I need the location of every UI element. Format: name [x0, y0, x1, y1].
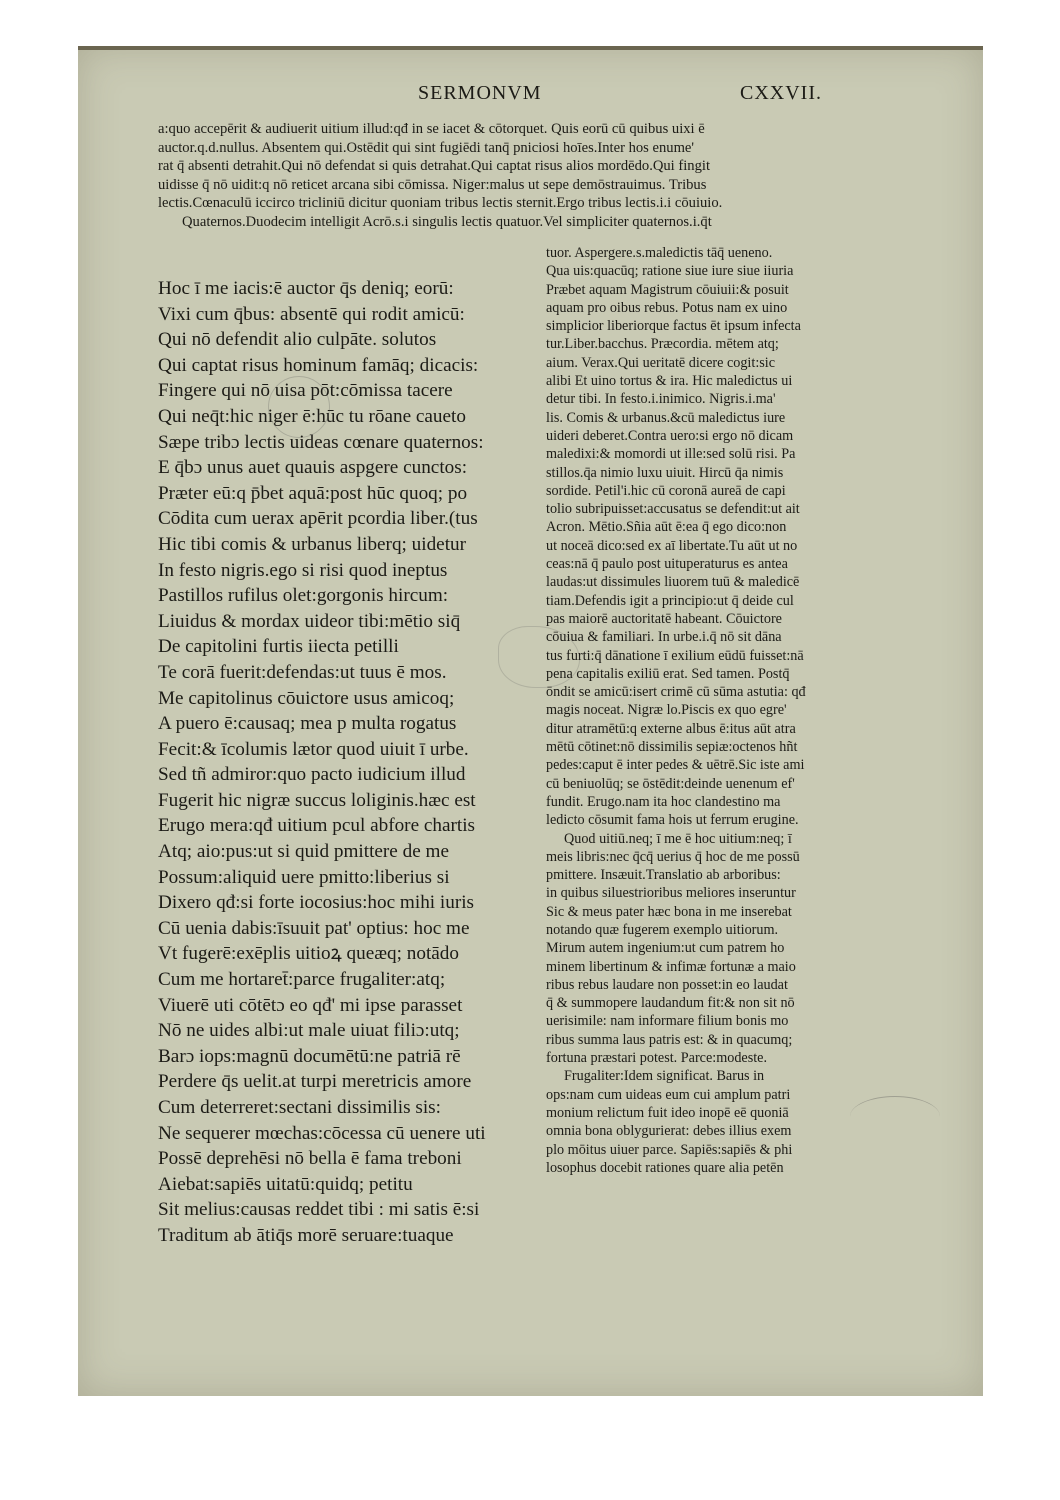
verse-line: Fugerit hic nigræ succus loliginis.hæc est — [158, 789, 476, 811]
verse-line: Fingere qui nō uisa pōt:cōmissa tacere — [158, 380, 453, 402]
gloss-line: ribus summa laus patris est: & in quacumq; — [546, 1031, 793, 1048]
gloss-line: tuor. Aspergere.s.maledictis tāq̄ ueneno. — [546, 245, 773, 261]
gloss-line: pas maiorē auctoritatē habeant. Cōuictore — [546, 610, 782, 627]
gloss-line: pedes:caput ē inter pedes & uētrē.Sic iste ami — [546, 757, 805, 774]
gloss-line: lis. Comis & urbanus.&cū maledictus iure — [546, 409, 786, 426]
gloss-line: tiam.Defendis igit a principio:ut q̄ deide cul — [546, 592, 794, 609]
gloss-line: meis libris:nec q̄cq̄ uerius q̄ hoc de me possū — [546, 848, 800, 865]
verse-line: Ne sequerer mœchas:cōcessa cū uenere uti — [158, 1122, 486, 1144]
gloss-line: monium relictum fuit ideo inopē eē quoniā — [546, 1104, 789, 1121]
verse-line: Nō ne uides albi:ut male uiuat filiɔ:utq; — [158, 1020, 460, 1042]
gloss-line: ditur atramētū:q externe albus ē:itus aūt atra — [546, 720, 796, 737]
gloss-line: Sic & meus pater hæc bona in me inserebat — [546, 903, 792, 920]
verse-line: In festo nigris.ego si risi quod ineptus — [158, 559, 448, 581]
commentary-line: rat q̄ absenti detrahit.Qui nō defendat si quis detrahat.Qui captat risus alios mordēdo.Qui fingit — [158, 158, 710, 175]
gloss-line: detur tibi. In festo.i.inimico. Nigris.i.ma' — [546, 391, 776, 408]
verse-line: Atq; aio:pus:ut si quid pmittere de me — [158, 841, 449, 863]
gloss-line: ledicto cōsumit fama hois ut ferrum erugine. — [546, 812, 799, 829]
verse-line: Cum me hortaret̄:parce frugaliter:atq; — [158, 969, 446, 991]
verse-line: Liuidus & mordax uideor tibi:mētio siq̄ — [158, 610, 461, 632]
verse-line: Qui captat risus hominum famāq; dicacis: — [158, 354, 479, 376]
gloss-line: aquam pro oibus rebus. Potus nam ex uino — [546, 299, 788, 316]
gloss-line: laudas:ut dissimules liuorem tuū & maledicē — [546, 574, 800, 591]
gloss-line: in quibus siluestrioribus meliores inseruntur — [546, 885, 796, 902]
gloss-line: ceas:nā q̄ paulo post uituperaturus es antea — [546, 556, 788, 573]
running-header — [78, 82, 983, 112]
gloss-line: losophus docebit rationes quare alia petēn — [546, 1159, 784, 1176]
verse-line: Qui nō defendit alio culpāte. solutos — [158, 329, 437, 351]
verse-line: Barɔ iops:magnū documētū:ne patriā rē — [158, 1045, 461, 1067]
gloss-line: Mirum autem ingenium:ut cum patrem ho — [546, 940, 785, 957]
gloss-line: pena capitalis exiliū erat. Sed tamen. Postq̄ — [546, 665, 790, 682]
gloss-line: tolio subripuisset:accusatus se defendit:ut ait — [546, 501, 800, 518]
verse-line: Cum deterreret:sectani dissimilis sis: — [158, 1097, 441, 1118]
verse-line: Viuerē uti cōtētɔ eo qđ' mi ipse parasset — [158, 994, 463, 1016]
gloss-line: tus furti:q̄ dānatione ī exilium eūdū fuisset:nā — [546, 647, 804, 664]
gloss-line: q̄ & summopere laudandum fit:& non sit nō — [546, 995, 795, 1012]
gloss-line: omnia bona oblygurierat: debes illius exem — [546, 1123, 792, 1140]
gloss-line: pmittere. Insæuit.Translatio ab arboribus: — [546, 867, 781, 884]
gloss-line: maledixi:& momordi ut ille:sed solū risi. Pa — [546, 446, 796, 463]
verse-line: Aiebat:sapiēs uitatū:quidq; petitu — [158, 1173, 413, 1195]
commentary-line: auctor.q.d.nullus. Absentem qui.Ostēdit qui sint fugiēdi tanq̄ pniciosi hoīes.Inter hos enume' — [158, 139, 695, 156]
verse-line: Traditum ab ātiq̄s morē seruare:tuaque — [158, 1224, 454, 1246]
gloss-line: Qua uis:quacūq; ratione siue iure siue iiuria — [546, 263, 794, 280]
gloss-line: mētū cōtinet:nō dissimilis sepiæ:octenos hñt — [546, 739, 798, 756]
gloss-line: magis noceat. Nigræ lo.Piscis ex quo egre' — [546, 702, 787, 719]
folio-number: CXXVII. — [740, 82, 822, 104]
commentary-line: Quaternos.Duodecim intelligit Acrō.s.i singulis lectis quatuor.Vel simpliciter quaternos.i.q̄t — [182, 213, 712, 230]
commentary-line: lectis.Cœnaculū iccirco tricliniū dicitur quoniam tribus lectis sternit.Ergo tribus lectis.i.i cōuiuio. — [158, 195, 723, 212]
top-commentary — [158, 120, 898, 232]
gloss-line: aium. Verax.Qui ueritatē dicere cogit:sic — [546, 354, 776, 371]
gloss-column — [546, 244, 882, 1177]
gloss-line: fortuna præstari potest. Parce:modeste. — [546, 1050, 768, 1067]
verse-line: Dixero qđ:si forte iocosius:hoc mihi iuris — [158, 892, 475, 914]
verse-line: Cū uenia dabis:īsuuit pat' optius: hoc me — [158, 917, 470, 939]
verse-line: Me capitolinus cōuictore usus amicoq; — [158, 687, 455, 709]
gloss-line: Præbet aquam Magistrum cōuiuii:& posuit — [546, 281, 789, 298]
gloss-line: cū beniuolūq; se ōstēdit:deinde uenenum ef' — [546, 775, 795, 792]
manuscript-page — [78, 46, 983, 1396]
faint-stamp-mark — [850, 1096, 940, 1137]
gloss-line: stillos.q̄a nimio luxu uiuit. Hircū q̄a nimis — [546, 464, 784, 481]
gloss-line: uerisimile: nam informare filium bonis mo — [546, 1013, 789, 1030]
gloss-line: ribus rebus laudare non posset:in eo laudat — [546, 976, 788, 993]
faint-stamp-mark — [268, 376, 330, 438]
verse-line: Sed tñ admiror:quo pacto iudicium illud — [158, 764, 466, 786]
gloss-line: ōndit se amicū:isert crimē cū sūma astutia: qđ — [546, 684, 806, 701]
verse-line: Possum:aliquid uere pmitto:liberius si — [158, 866, 450, 888]
gloss-line: notando quæ fugerem exemplo uitiorum. — [546, 921, 779, 938]
gloss-line: cōuiua & familiari. In urbe.i.q̄ nō sit dāna — [546, 629, 782, 646]
gloss-line: uideri deberet.Contra uero:si ergo nō dicam — [546, 427, 794, 444]
verse-line: Perdere q̄s uelit.at turpi meretricis amore — [158, 1071, 472, 1093]
gloss-line: minem libertinum & infimæ fortunæ a maio — [546, 958, 796, 975]
commentary-line: uidisse q̄ nō uidit:q nō reticet arcana sibi cōmissa. Niger:malus ut sepe demōstrauimus. Tribus — [158, 176, 707, 193]
verse-line: Præter eū:q p̄bet aquā:post hūc quoq; po — [158, 482, 468, 504]
verse-line: Fecit:& īcolumis lætor quod uiuit ī urbe. — [158, 738, 469, 760]
running-title: SERMONVM — [418, 82, 542, 104]
verse-line: Hoc ī me iacis:ē auctor q̄s deniq; eorū: — [158, 278, 454, 299]
verse-line: Erugo mera:qđ uitium pcul abfore chartis — [158, 815, 476, 837]
gloss-line: tur.Liber.bacchus. Præcordia. mētem atq; — [546, 336, 779, 353]
gloss-line: simplicior liberiorque factus ēt ipsum infecta — [546, 318, 801, 335]
verse-line: A puero ē:causaq; mea p multa rogatus — [158, 713, 457, 735]
gloss-line: Frugaliter:Idem significat. Barus in — [564, 1068, 765, 1085]
gloss-line: Acron. Mētio.Sñia aūt ē:ea q̄ ego dico:non — [546, 519, 787, 536]
gloss-line: ops:nam cum uideas eum cui amplum patri — [546, 1086, 791, 1103]
verse-line: Possē deprehēsi nō bella ē fama treboni — [158, 1148, 462, 1170]
verse-line: Cōdita cum uerax apērit pcordia liber.(tus — [158, 508, 478, 530]
gloss-line: sordide. Petil'i.hic cū coronā aureā de capi — [546, 482, 786, 499]
verse-line: Qui neq̄t:hic niger ē:hūc tu rōane caueto — [158, 405, 466, 427]
verse-line: De capitolini furtis iiecta petilli — [158, 636, 399, 658]
verse-line: Sit melius:causas reddet tibi : mi satis ē:si — [158, 1199, 480, 1221]
verse-line: Vt fugerē:exēplis uitioꝝ queæq; notādo — [158, 943, 459, 965]
verse-line: Hic tibi comis & urbanus liberq; uidetur — [158, 533, 467, 555]
verse-line: Te corā fuerit:defendas:ut tuus ē mos. — [158, 661, 447, 683]
verse-line: Sæpe tribɔ lectis uideas cœnare quaternos: — [158, 431, 484, 453]
verse-line: Pastillos rufilus olet:gorgonis hircum: — [158, 585, 449, 607]
gloss-line: Quod uitiū.neq; ī me ē hoc uitium:neq; ī — [564, 830, 792, 847]
gloss-line: plo mōitus uiuer parce. Sapiēs:sapiēs & phi — [546, 1141, 793, 1158]
commentary-line: a:quo accepērit & audiuerit uitium illud:qđ in se iacet & cōtorquet. Quis eorū cū quibus uixi ē — [158, 121, 705, 137]
gloss-line: fundit. Erugo.nam ita hoc clandestino ma — [546, 793, 781, 810]
gloss-line: alibi Et uino tortus & ira. Hic maledictus ui — [546, 373, 793, 390]
verse-line: E q̄bɔ unus auet quauis aspgere cunctos: — [158, 457, 468, 479]
gloss-line: ut noceā dico:sed ex aī libertate.Tu aūt ut no — [546, 537, 798, 554]
verse-line: Vixi cum q̄bus: absentē qui rodit amicū: — [158, 303, 465, 325]
verse-column — [158, 276, 538, 1249]
